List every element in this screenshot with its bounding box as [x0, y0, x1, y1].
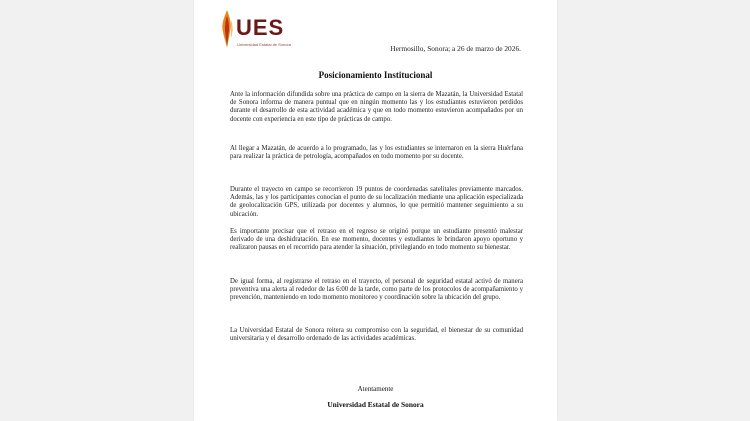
paragraph-6: La Universidad Estatal de Sonora reitera su compromiso con la seguridad, el bienestar de su comunidad universitaria y el desarrollo ordenado de las actividades académicas. [230, 327, 523, 343]
ues-logo [220, 10, 300, 50]
logo-subtext: Universidad Estatal de Sonora [237, 42, 292, 47]
paragraph-4: Es importante precisar que el retraso en el regreso se originó porque un estudiante presentó malestar derivado de una deshidratación. En ese momento, docentes y estudiantes le brindaron apoyo oportuno y realizaron pausas en el recorrido para atender la situación, privilegiando en todo momento su bienestar. [230, 228, 523, 252]
document-title: Posicionamiento Institucional [318, 70, 433, 80]
paragraph-1: Ante la información difundida sobre una práctica de campo en la sierra de Mazatán, la Universidad Estatal de Sonora informa de manera puntual que en ningún momento las y los estudiantes estuvieron perdidos durante el desarrollo de esta actividad académica y que en todo momento estuvieron acompañados por un docente con experiencia en este tipo de prácticas de campo. [230, 91, 523, 123]
paragraph-5: De igual forma, al registrarse el retraso en el trayecto, el personal de seguridad estatal activó de manera preventiva una alerta al rededor de las 6:00 de la tarde, como parte de los protocolos de acompañamiento y prevención, manteniendo en todo momento monitoreo y coordinación sobre la ubicación del grupo. [230, 278, 523, 302]
logo-wordmark: UES [236, 15, 285, 40]
closing-line: Atentamente [357, 385, 394, 393]
paragraph-2: Al llegar a Mazatán, de acuerdo a lo programado, las y los estudiantes se internaron en la sierra Huérfana para realizar la práctica de petrología, acompañados en todo momento por su docente. [230, 145, 523, 161]
signature-line: Universidad Estatal de Sonora [327, 400, 424, 409]
paragraph-3: Durante el trayecto en campo se recorrieron 19 puntos de coordenadas satelitales previamente marcados. Además, las y los participantes conocían el punto de su localización mediante una aplicación especializada de geolocalización GPS, utilizada por docentes y alumnos, lo que permitió mantener seguimiento a su ubicación. [230, 186, 523, 218]
date-line: Hermosillo, Sonora; a 26 de marzo de 2026. [390, 44, 521, 53]
document-page [194, 0, 557, 421]
flame-icon [220, 10, 234, 48]
